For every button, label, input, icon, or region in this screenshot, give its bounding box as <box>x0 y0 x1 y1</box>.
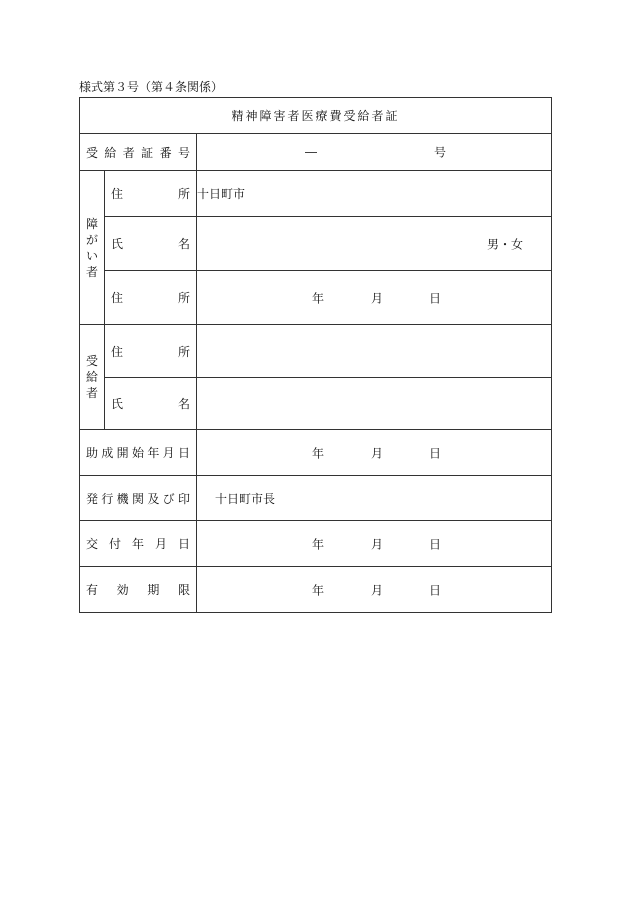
disabled-person-group-label: 障 が い 者 <box>80 171 105 325</box>
issuer-field[interactable] <box>197 476 552 521</box>
recipient-name-field[interactable] <box>197 378 552 430</box>
certificate-table <box>79 97 552 613</box>
disabled-name-label: 氏 名 <box>105 217 197 271</box>
issue-date-row <box>80 521 552 567</box>
disabled-address-label: 住 所 <box>105 171 197 217</box>
start-date-field[interactable]: 年 月 日 <box>197 430 552 476</box>
gender-selector[interactable]: 男・女 <box>487 237 524 251</box>
issue-date-field[interactable]: 年 月 日 <box>197 521 552 567</box>
recipient-address-field[interactable] <box>197 325 552 378</box>
disabled-address-row <box>80 171 552 217</box>
expiry-field[interactable]: 年 月 日 <box>197 567 552 613</box>
certificate-title: 精神障害者医療費受給者証 <box>80 98 552 134</box>
disabled-name-row <box>80 217 552 271</box>
title-row <box>80 98 552 134</box>
recipient-address-label: 住 所 <box>105 325 197 378</box>
start-date-row <box>80 430 552 476</box>
issuer-label: 発 行 機 関 及 び 印 <box>80 476 197 521</box>
recipient-address-row <box>80 325 552 378</box>
recipient-group-label: 受 給 者 <box>80 325 105 430</box>
disabled-name-field[interactable] <box>197 217 552 271</box>
cert-number-label: 受 給 者 証 番 号 <box>80 134 197 171</box>
issue-date-label: 交 付 年 月 日 <box>80 521 197 567</box>
cert-number-field[interactable] <box>197 134 552 171</box>
disabled-third-row <box>80 271 552 325</box>
form-number: 様式第３号（第４条関係） <box>79 80 224 94</box>
disabled-third-date-field[interactable]: 年 月 日 <box>197 271 552 325</box>
cert-number-dash: ― <box>305 145 317 159</box>
cert-number-suffix: 号 <box>434 145 447 160</box>
expiry-row <box>80 567 552 613</box>
issuer-row <box>80 476 552 521</box>
disabled-third-label: 住 所 <box>105 271 197 325</box>
recipient-name-label: 氏 名 <box>105 378 197 430</box>
start-date-label: 助 成 開 始 年 月 日 <box>80 430 197 476</box>
expiry-label: 有 効 期 限 <box>80 567 197 613</box>
issuer-value: 十日町市長 <box>215 491 276 506</box>
disabled-address-field[interactable]: 十日町市 <box>197 171 552 217</box>
recipient-name-row <box>80 378 552 430</box>
cert-number-row <box>80 134 552 171</box>
